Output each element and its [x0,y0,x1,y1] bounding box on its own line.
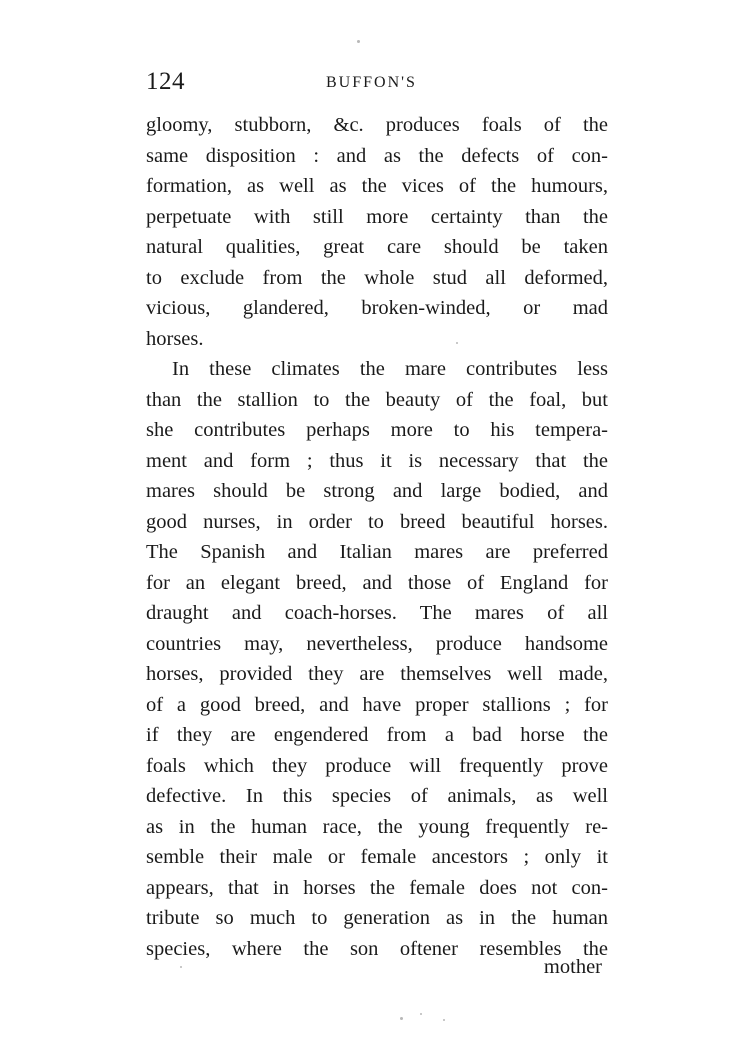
paper-speck [420,1013,422,1015]
text-line: defective. In this species of animals, as well [146,785,608,807]
text-line: foals which they produce will frequently prove [146,754,608,777]
text-line: to exclude from the whole stud all deformed, [146,266,608,289]
paper-speck [400,1017,403,1020]
text-line: if they are engendered from a bad horse the [146,724,608,746]
text-line: ment and form ; thus it is necessary that the [146,449,608,472]
text-line: for an elegant breed, and those of England for [146,571,608,594]
running-head [146,68,608,98]
text-line: as in the human race, the young frequently re- [146,815,608,838]
text-line: perpetuate with still more certainty than the [146,205,608,228]
paragraph-1 [146,110,608,354]
text-line: mares should be strong and large bodied, and [146,480,608,502]
text-line: countries may, nevertheless, produce handsome [146,632,608,655]
text-line: vicious, glandered, broken-winded, or mad [146,297,608,319]
paper-speck [357,40,360,43]
text-line: species, where the son oftener resembles the [146,937,608,960]
catchword: mother [543,956,602,978]
text-line: than the stallion to the beauty of the foal, but [146,388,608,411]
text-line: In these climates the mare contributes less [172,358,608,380]
text-line: same disposition : and as the defects of con- [146,144,608,167]
text-line: The Spanish and Italian mares are preferred [146,541,608,563]
paper-speck [180,966,182,968]
text-line: horses. [146,327,204,350]
text-line: tribute so much to generation as in the human [146,907,608,929]
paper-speck [443,1019,445,1021]
page-number: 124 [146,68,185,95]
text-line: horses, provided they are themselves well made, [146,663,608,685]
running-title: BUFFON'S [326,74,417,91]
text-line: she contributes perhaps more to his tempera- [146,419,608,441]
text-line: draught and coach-horses. The mares of all [146,602,608,624]
text-line: appears, that in horses the female does not con- [146,876,608,899]
text-line: gloomy, stubborn, &c. produces foals of the [146,114,608,136]
text-line: semble their male or female ancestors ; only it [146,846,608,868]
text-line: of a good breed, and have proper stallions ; for [146,693,608,716]
paper-speck [456,342,458,344]
text-line: natural qualities, great care should be taken [146,236,608,258]
text-line: good nurses, in order to breed beautiful horses. [146,510,608,533]
paragraph-2 [146,354,608,964]
text-line: formation, as well as the vices of the humours, [146,175,608,197]
body-text [146,110,608,964]
